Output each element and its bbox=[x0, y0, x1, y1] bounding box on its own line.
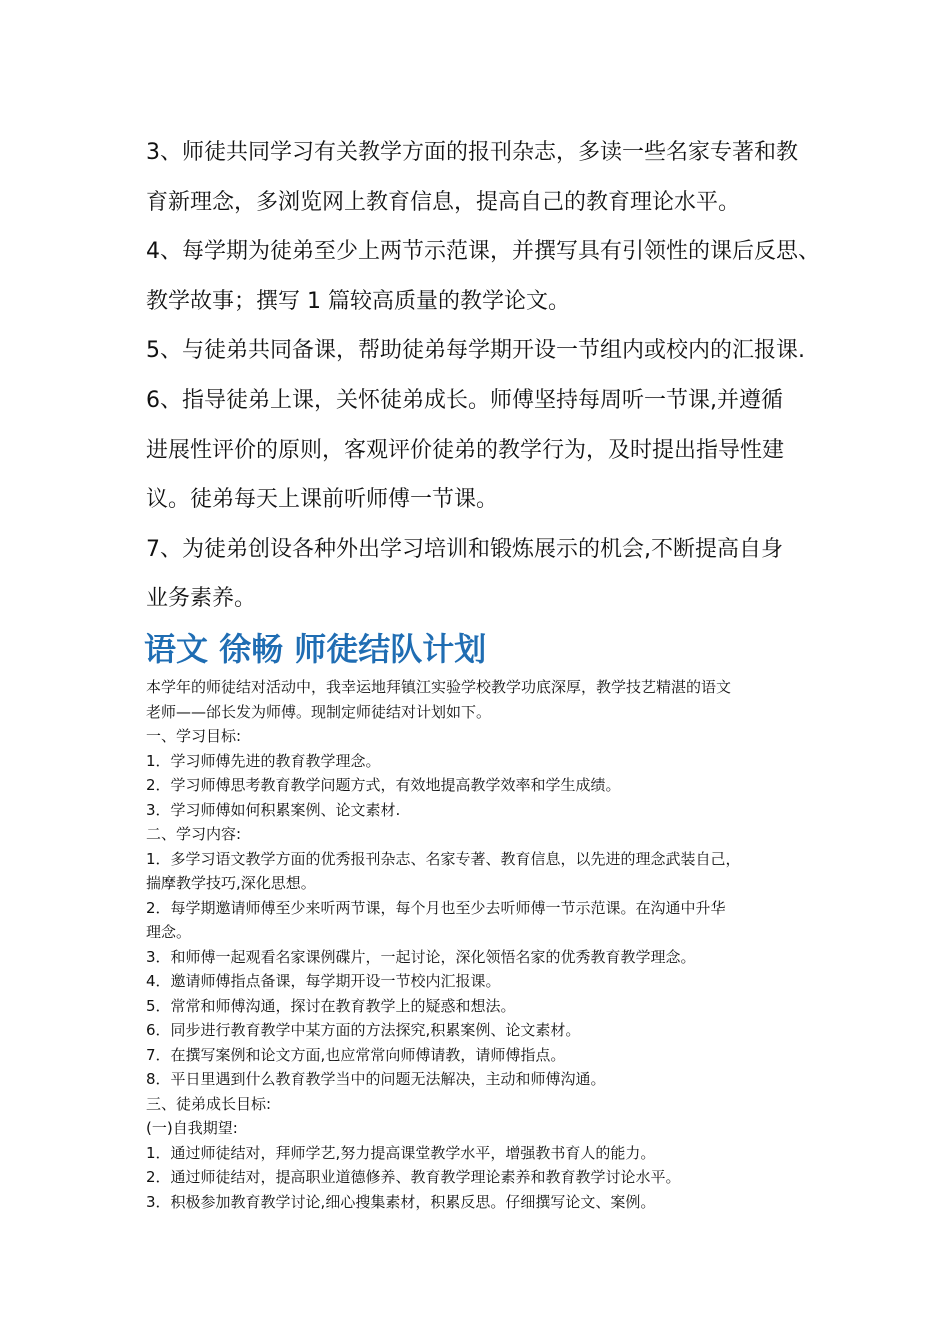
body-line: 二、学习内容: bbox=[146, 825, 242, 843]
plan-continuation-section bbox=[146, 128, 846, 624]
body-line: 3．和师傅一起观看名家课例碟片，一起讨论，深化领悟名家的优秀教育教学理念。 bbox=[146, 947, 696, 966]
body-line: 3．积极参加教育教学讨论,细心搜集素材，积累反思。仔细撰写论文、案例。 bbox=[146, 1192, 656, 1211]
body-line: 三、徒弟成长目标: bbox=[146, 1094, 272, 1113]
body-line: 1．学习师傅先进的教育教学理念。 bbox=[146, 751, 381, 770]
body-line: 6．同步进行教育教学中某方面的方法探究,积累案例、论文素材。 bbox=[146, 1021, 581, 1039]
body-line: 一、学习目标: bbox=[146, 727, 242, 745]
body-line: 本学年的师徒结对活动中，我幸运地拜镇江实验学校教学功底深厚，教学技艺精湛的语文 bbox=[146, 678, 732, 696]
body-line: 理念。 bbox=[146, 923, 192, 941]
paragraph-line: 4、每学期为徒弟至少上两节示范课，并撰写具有引领性的课后反思、 bbox=[146, 239, 820, 265]
body-line: 7．在撰写案例和论文方面,也应常常向师傅请教，请师傅指点。 bbox=[146, 1045, 566, 1064]
paragraph-line: 3、师徒共同学习有关教学方面的报刊杂志，多读一些名家专著和教 bbox=[146, 140, 798, 165]
body-line: 老师——邰长发为师傅。现制定师徒结对计划如下。 bbox=[146, 702, 492, 721]
paragraph-line: 议。徒弟每天上课前听师傅一节课。 bbox=[146, 487, 499, 513]
body-line: (一)自我期望: bbox=[146, 1119, 238, 1137]
paragraph-line: 5、与徒弟共同备课，帮助徒弟每学期开设一节组内或校内的汇报课. bbox=[146, 338, 805, 364]
body-line: 3．学习师傅如何积累案例、论文素材. bbox=[146, 800, 401, 819]
body-line: 揣摩教学技巧,深化思想。 bbox=[146, 874, 316, 892]
paragraph-line: 育新理念，多浏览网上教育信息，提高自己的教育理论水平。 bbox=[146, 189, 741, 215]
paragraph-line: 6、指导徒弟上课，关怀徒弟成长。师傅坚持每周听一节课,并遵循 bbox=[146, 387, 783, 413]
paragraph-line: 教学故事；撰写 1 篇较高质量的教学论文。 bbox=[146, 288, 570, 314]
section-title: 语文 徐畅 师徒结队计划 bbox=[144, 630, 487, 668]
paragraph-line: 进展性评价的原则，客观评价徒弟的教学行为，及时提出指导性建 bbox=[146, 437, 785, 463]
paragraph-line: 7、为徒弟创设各种外出学习培训和锻炼展示的机会,不断提高自身 bbox=[146, 536, 783, 562]
body-line: 5．常常和师傅沟通，探讨在教育教学上的疑惑和想法。 bbox=[146, 996, 516, 1015]
paragraph-line: 业务素养。 bbox=[146, 586, 257, 612]
body-line: 2．通过师徒结对，提高职业道德修养、教育教学理论素养和教育教学讨论水平。 bbox=[146, 1168, 681, 1186]
body-line: 8．平日里遇到什么教育教学当中的问题无法解决，主动和师傅沟通。 bbox=[146, 1070, 606, 1088]
body-line: 4．邀请师傅指点备课，每学期开设一节校内汇报课。 bbox=[146, 972, 501, 990]
body-line: 1．通过师徒结对，拜师学艺,努力提高课堂教学水平，增强教书育人的能力。 bbox=[146, 1143, 656, 1162]
plan-body-section bbox=[146, 675, 846, 1214]
body-line: 1．多学习语文教学方面的优秀报刊杂志、名家专著、教育信息，以先进的理念武装自己， bbox=[146, 849, 741, 868]
body-line: 2．学习师傅思考教育教学问题方式，有效地提高教学效率和学生成绩。 bbox=[146, 776, 621, 794]
body-line: 2．每学期邀请师傅至少来听两节课，每个月也至少去听师傅一节示范课。在沟通中升华 bbox=[146, 898, 726, 917]
